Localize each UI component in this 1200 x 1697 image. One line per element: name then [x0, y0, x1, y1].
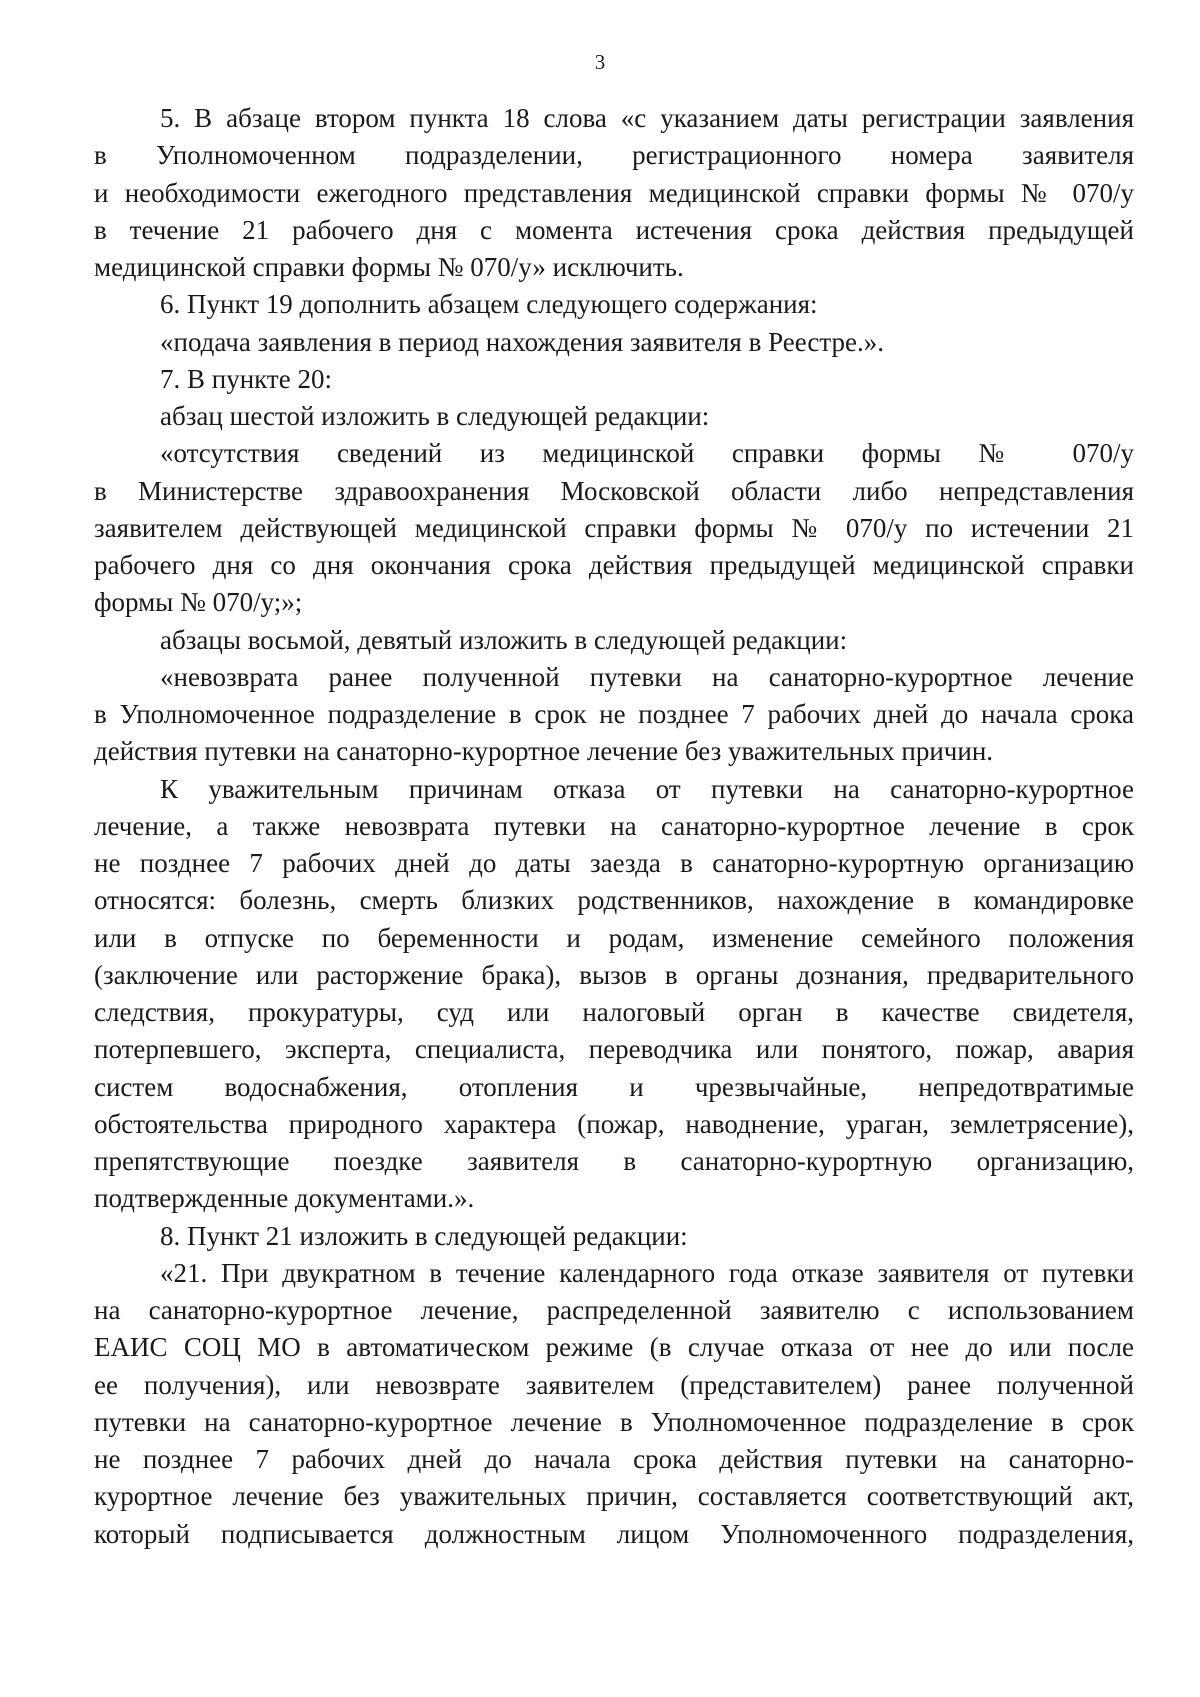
text-line: систем водоснабжения, отопления и чрезвычайные, непредотвратимые	[94, 1071, 1134, 1102]
text-line: подтвержденные документами.».	[94, 1183, 475, 1214]
text-line: действия путевки на санаторно-курортное лечение без уважительных причин.	[94, 736, 994, 767]
text-line: в Министерстве здравоохранения Московской области либо непредставления	[94, 475, 1134, 506]
text-line: К уважительным причинам отказа от путевки на санаторно-курортное	[160, 773, 1134, 804]
text-line: в Уполномоченном подразделении, регистрационного номера заявителя	[94, 140, 1134, 171]
text-line: 5. В абзаце втором пункта 18 слова «с указанием даты регистрации заявления	[160, 103, 1134, 133]
text-line: обстоятельства природного характера (пожар, наводнение, ураган, землетрясение),	[94, 1108, 1134, 1139]
text-line: «невозврата ранее полученной путевки на санаторно-курортное лечение	[160, 661, 1134, 692]
text-line: следствия, прокуратуры, суд или налоговый орган в качестве свидетеля,	[94, 997, 1134, 1027]
text-line: относятся: болезнь, смерть близких родственников, нахождение в командировке	[94, 885, 1134, 916]
text-line: «21. При двукратном в течение календарного года отказе заявителя от путевки	[160, 1257, 1134, 1288]
text-line: «отсутствия сведений из медицинской справки формы № 070/у	[160, 438, 1134, 469]
text-line: препятствующие поездке заявителя в санаторно-курортную организацию,	[94, 1146, 1134, 1176]
text-line: потерпевшего, эксперта, специалиста, переводчика или понятого, пожар, авария	[94, 1034, 1134, 1065]
text-line: 6. Пункт 19 дополнить абзацем следующего содержания:	[160, 289, 818, 320]
text-line: на санаторно-курортное лечение, распределенной заявителю с использованием	[94, 1295, 1134, 1325]
text-line: ЕАИС СОЦ МО в автоматическом режиме (в случае отказа от нее до или после	[94, 1332, 1134, 1363]
text-line: курортное лечение без уважительных причин, составляется соответствующий акт,	[94, 1481, 1134, 1512]
text-line: лечение, а также невозврата путевки на санаторно-курортное лечение в срок	[94, 810, 1134, 841]
text-line: абзац шестой изложить в следующей редакции:	[160, 401, 710, 431]
text-line: «подача заявления в период нахождения заявителя в Реестре.».	[160, 326, 884, 357]
text-line: путевки на санаторно-курортное лечение в Уполномоченное подразделение в срок	[94, 1406, 1134, 1437]
text-line: 8. Пункт 21 изложить в следующей редакции:	[160, 1220, 688, 1251]
text-line: (заключение или расторжение брака), вызов в органы дознания, предварительного	[94, 959, 1134, 990]
text-line: и необходимости ежегодного представления медицинской справки формы № 070/у	[94, 177, 1134, 208]
text-line: формы № 070/у;»;	[94, 587, 303, 618]
document-body	[94, 100, 1134, 1553]
text-line: рабочего дня со дня окончания срока действия предыдущей медицинской справки	[94, 550, 1134, 580]
text-line: который подписывается должностным лицом Уполномоченного подразделения,	[94, 1518, 1134, 1549]
text-line: в Уполномоченное подразделение в срок не позднее 7 рабочих дней до начала срока	[94, 699, 1134, 729]
text-line: не позднее 7 рабочих дней до начала срока действия путевки на санаторно-	[94, 1444, 1134, 1474]
text-line: медицинской справки формы № 070/у» исключить.	[94, 252, 684, 282]
text-line: ее получения), или невозврате заявителем (представителем) ранее полученной	[94, 1369, 1134, 1400]
page-number: 3	[594, 50, 606, 74]
text-line: 7. В пункте 20:	[160, 363, 332, 394]
text-line: абзацы восьмой, девятый изложить в следующей редакции:	[160, 624, 848, 655]
text-line: или в отпуске по беременности и родам, изменение семейного положения	[94, 922, 1134, 953]
text-line: заявителем действующей медицинской справки формы № 070/у по истечении 21	[94, 512, 1134, 543]
text-line: не позднее 7 рабочих дней до даты заезда в санаторно-курортную организацию	[94, 848, 1134, 878]
text-line: в течение 21 рабочего дня с момента истечения срока действия предыдущей	[94, 214, 1134, 245]
